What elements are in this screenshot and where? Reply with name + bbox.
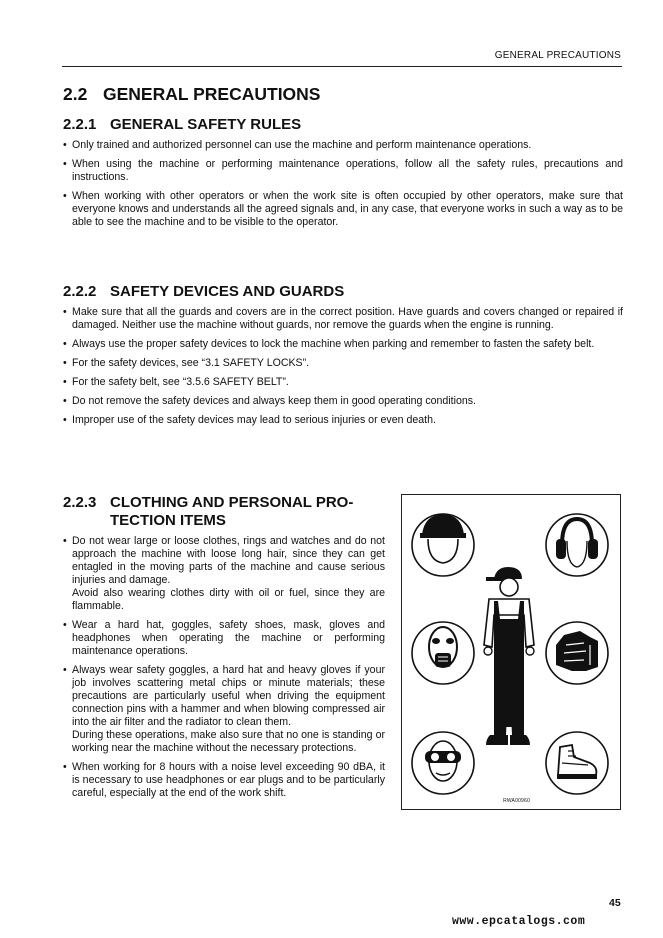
list-item <box>63 619 385 658</box>
list-item: • Improper use of the safety devices may lead to serious injuries or even death. <box>63 414 623 427</box>
footer-url[interactable]: www.epcatalogs.com <box>452 915 586 928</box>
hard-hat-icon <box>420 514 466 563</box>
subsection-heading-clothing <box>63 494 353 530</box>
list-item: • Make sure that all the guards and covers are in the correct position. Have guards and covers changed or repaired if damaged. Neither use the machine without guards, nor remove the guards when the engine is running. <box>63 306 623 332</box>
ppe-illustration <box>401 494 621 810</box>
glove-icon <box>556 631 598 671</box>
list-item-text: When working for 8 hours with a noise level exceeding 90 dBA, it is necessary to use headphones or ear plugs and to be particularly careful, especially at the end of the work shift. <box>72 761 385 799</box>
subsection-number: 2.2.2 <box>63 283 97 300</box>
list-item-text: Wear a hard hat, goggles, safety shoes, mask, gloves and headphones when operating the machine or performing maintenance operations. <box>72 619 385 657</box>
header-rule <box>62 66 622 67</box>
section-heading <box>63 84 320 105</box>
subsection-heading-safety-devices <box>63 283 344 300</box>
ear-protection-icon <box>556 519 598 567</box>
subsection-heading-general-safety-rules <box>63 116 301 133</box>
page-number: 45 <box>609 897 621 909</box>
running-header: GENERAL PRECAUTIONS <box>494 50 621 61</box>
list-item <box>63 535 385 613</box>
subsection-title-line2: TECTION ITEMS <box>110 512 226 529</box>
section-title: GENERAL PRECAUTIONS <box>103 84 321 104</box>
subsection-number: 2.2.3 <box>63 494 97 511</box>
clothing-list <box>63 535 385 806</box>
list-item-subtext: During these operations, make also sure that no one is standing or working near the machine without the necessary protections. <box>72 729 385 754</box>
subsection-title: SAFETY DEVICES AND GUARDS <box>110 283 345 300</box>
list-item-text: Always wear safety goggles, a hard hat and heavy gloves if your job involves scattering metal chips or minute materials; these precautions are particularly useful when driving the equipment connection pins with a hammer and when blowing compressed air into the air filter and the radiator to clean them. <box>72 664 385 728</box>
list-item-text: Do not wear large or loose clothes, rings and watches and do not approach the machine with loose long hair, since they can get entagled in the moving parts of the machine and cause serious injuries and damage. <box>72 535 385 586</box>
general-safety-rules-list <box>63 139 623 235</box>
section-number: 2.2 <box>63 84 88 104</box>
list-item: • For the safety devices, see “3.1 SAFETY LOCKS”. <box>63 357 623 370</box>
subsection-title-line1: CLOTHING AND PERSONAL PRO- <box>110 494 354 511</box>
list-item <box>63 664 385 755</box>
list-item: • When working with other operators or when the work site is often occupied by other operators, make sure that everyone knows and understands all the agreed signals and, in any case, that everyone works in such a way as to be able to see the machine and to be visible to the operator. <box>63 190 623 229</box>
safety-devices-list <box>63 306 623 433</box>
goggles-icon <box>425 741 461 781</box>
list-item <box>63 761 385 800</box>
list-item-subtext: Avoid also wearing clothes dirty with oil or fuel, since they are flammable. <box>72 587 385 612</box>
list-item: • When using the machine or performing maintenance operations, follow all the safety rules, precautions and instructions. <box>63 158 623 184</box>
list-item: • Only trained and authorized personnel can use the machine and perform maintenance operations. <box>63 139 623 152</box>
subsection-number: 2.2.1 <box>63 116 97 133</box>
list-item: • For the safety belt, see “3.5.6 SAFETY BELT”. <box>63 376 623 389</box>
respirator-mask-icon <box>429 627 457 667</box>
figure-code: RWA00960 <box>503 798 530 804</box>
worker-figure-icon <box>484 567 534 745</box>
list-item: • Always use the proper safety devices to lock the machine when parking and remember to fasten the safety belt. <box>63 338 623 351</box>
subsection-title: GENERAL SAFETY RULES <box>110 116 302 133</box>
safety-shoe-icon <box>557 745 597 779</box>
list-item: • Do not remove the safety devices and always keep them in good operating conditions. <box>63 395 623 408</box>
